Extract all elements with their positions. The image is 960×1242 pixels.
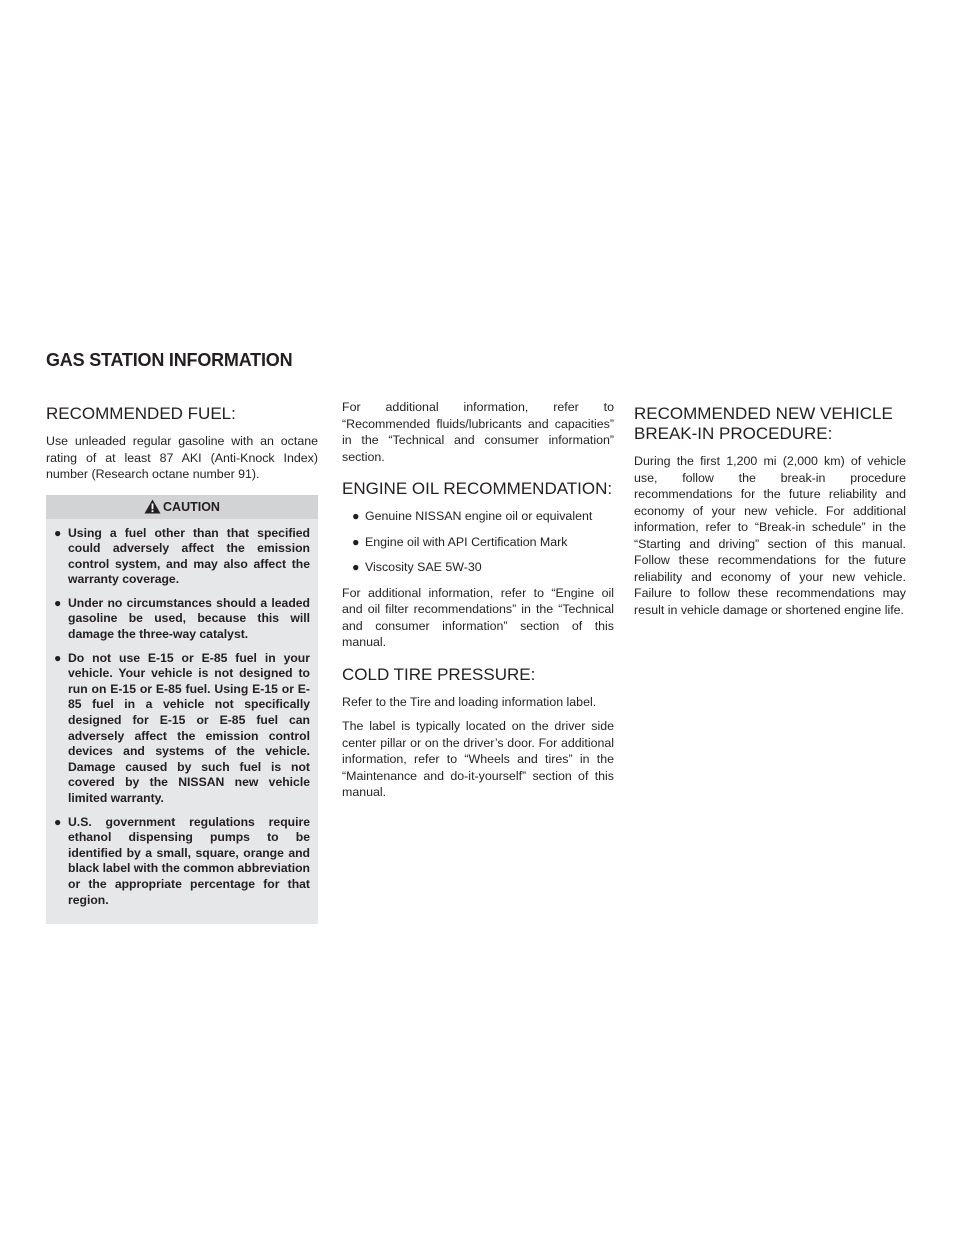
caution-header <box>46 495 318 519</box>
bullet-icon: ● <box>54 650 62 665</box>
caution-item-text: U.S. government regulations require ethanol dispensing pumps to be identified by a small, square, orange and black label with the common abbreviation or the appropriate percentage for that region. <box>68 814 310 907</box>
tire-location-text: The label is typically located on the driver side center pillar or on the driver’s door. For additional information, refer to “Wheels and tires” in the “Maintenance and do-it-yourself” section of this manual. <box>342 719 614 799</box>
break-in-heading: RECOMMENDED NEW VEHICLE BREAK-IN PROCEDURE: <box>634 404 893 443</box>
engine-oil-note: For additional information, refer to “Engine oil and oil filter recommendations” in the “Technical and consumer information” section of this manual. <box>342 585 614 649</box>
caution-item <box>54 815 310 909</box>
caution-item-text: Using a fuel other than that specified could adversely affect the emission control system, and may also affect the warranty coverage. <box>68 525 310 587</box>
caution-item-text: Do not use E-15 or E-85 fuel in your vehicle. Your vehicle is not designed to run on E-15 or E-85 fuel. Using E-15 or E-85 fuel in a vehicle not specifically designed for E-15 or E-85 fuel can adversely affect the emission control devices and systems of the vehicle. Damage caused by such fuel is not covered by the NISSAN new vehicle limited warranty. <box>68 650 310 805</box>
list-item <box>352 534 614 551</box>
bullet-icon: ● <box>352 509 360 523</box>
bullet-icon: ● <box>54 525 62 540</box>
recommended-fuel-text: Use unleaded regular gasoline with an octane rating of at least 87 AKI (Anti-Knock Index) number (Research octane number 91). <box>46 434 318 481</box>
list-item-text: Viscosity SAE 5W-30 <box>365 560 482 574</box>
list-item-text: Genuine NISSAN engine oil or equivalent <box>365 509 593 523</box>
warning-triangle-icon <box>144 499 161 514</box>
caution-box <box>46 495 318 925</box>
list-item <box>352 508 614 525</box>
list-item <box>352 559 614 576</box>
section-title: GAS STATION INFORMATION <box>46 350 293 370</box>
column-break-in <box>634 404 906 626</box>
tire-label-text: Refer to the Tire and loading information label. <box>342 694 597 709</box>
recommended-fuel-heading: RECOMMENDED FUEL: <box>46 404 236 423</box>
column-recommended-fuel <box>46 404 318 924</box>
cold-tire-pressure-heading: COLD TIRE PRESSURE: <box>342 664 536 684</box>
engine-oil-heading: ENGINE OIL RECOMMENDATION: <box>342 479 613 498</box>
caution-item <box>54 596 310 643</box>
column-oil-and-tire <box>342 399 614 809</box>
caution-item-text: Under no circumstances should a leaded gasoline be used, because this will damage the three-way catalyst. <box>68 595 310 642</box>
caution-item <box>54 526 310 588</box>
break-in-text: During the first 1,200 mi (2,000 km) of vehicle use, follow the break-in procedure recommendations for the future reliability and economy of your new vehicle. For additional information, refer to “Break-in schedule” in the “Starting and driving” section of this manual. Follow these recommendations for the future reliability and economy of your new vehicle. Failure to follow these recommendations may result in vehicle damage or shortened engine life. <box>634 454 906 617</box>
list-item-text: Engine oil with API Certification Mark <box>365 534 568 549</box>
bullet-icon: ● <box>54 595 62 610</box>
engine-oil-list <box>342 508 614 576</box>
caution-list <box>46 526 318 909</box>
bullet-icon: ● <box>352 560 360 574</box>
fluids-reference-text: For additional information, refer to “Recommended fluids/lubricants and capacities” in the “Technical and consumer information” section. <box>342 400 614 464</box>
caution-item <box>54 651 310 807</box>
bullet-icon: ● <box>352 534 360 549</box>
caution-label: CAUTION <box>163 499 220 514</box>
bullet-icon: ● <box>54 814 62 829</box>
